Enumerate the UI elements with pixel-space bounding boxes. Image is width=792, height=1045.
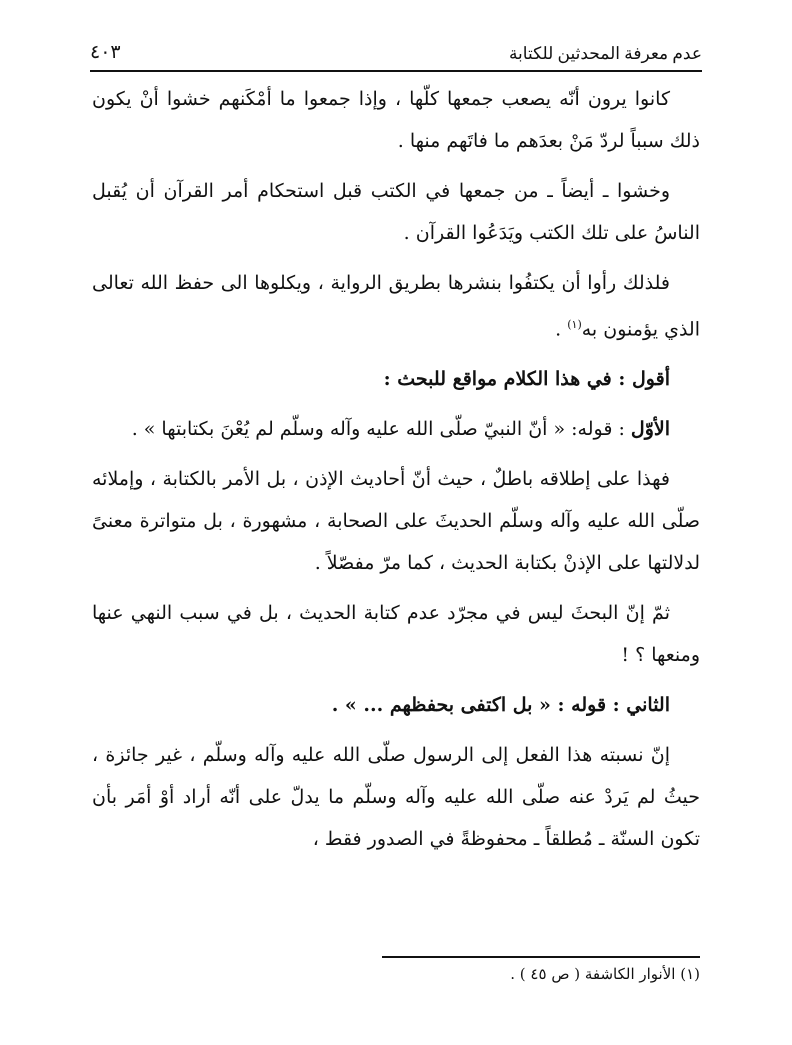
main-text: [92, 78, 700, 868]
paragraph-9: إنّ نسبته هذا الفعل إلى الرسول صلّى الله عليه وآله وسلّم ، غير جائزة ، حيثُ لم يَردْ عنه صلّى الله عليه وآله وسلّم ما يدلّ على أنّه أراد أوْ أمَر بأن تكون السنّة ـ مُطلقاً ـ محفوظةً في الصدور فقط ،: [92, 744, 700, 851]
paragraph-6: فهذا على إطلاقه باطلٌ ، حيث أنّ أحاديث الإذن ، بل الأمر بالكتابة ، وإملائه صلّى الله عليه وآله وسلّم الحديثَ على الصحابة ، مشهورة ، بل متواترة معنىً لدلالتها على الإذنْ بكتابة الحديث ، كما مرّ مفصّلاً .: [92, 468, 700, 575]
paragraph-3: [92, 262, 700, 350]
page-number: ٤٠٣: [90, 42, 121, 63]
paragraph-3-text: فلذلك رأوا أن يكتفُوا بنشرها بطريق الرواية ، ويكلوها الى حفظ الله تعالى الذي يؤمنون به: [92, 272, 700, 341]
point-second-label: الثاني: [626, 694, 670, 717]
point-first-text: : قوله: « أنّ النبيّ صلّى الله عليه وآله وسلّم لم يُعْنَ بكتابتها » .: [131, 418, 631, 441]
paragraph-7: ثمّ إنّ البحثَ ليس في مجرّد عدم كتابة الحديث ، بل في سبب النهي عنها ومنعها ؟ !: [92, 602, 700, 667]
paragraph-3-end: .: [555, 318, 568, 341]
paragraph-1: كانوا يرون أنّه يصعب جمعها كلّها ، وإذا جمعوا ما أمْكَنهم خشوا أنْ يكون ذلك سبباً لردّ مَنْ بعدَهم ما فاتَهم منها .: [92, 88, 700, 152]
running-header: [90, 28, 702, 72]
footnote-divider: [382, 956, 700, 958]
footnote: (١) الأنوار الكاشفة ( ص ٤٥ ) .: [510, 965, 700, 983]
paragraph-2: وخشوا ـ أيضاً ـ من جمعها في الكتب قبل استحكام أمر القرآن أن يُقبل الناسُ على تلك الكتب ويَدَعُوا القرآن .: [92, 180, 700, 244]
point-second-text: : قوله : « بل اكتفى بحفظهم ... » .: [331, 694, 627, 717]
footnote-ref: (١): [567, 318, 582, 331]
point-first: [92, 408, 700, 450]
point-second: [92, 684, 700, 726]
running-title: عدم معرفة المحدثين للكتابة: [508, 44, 702, 63]
section-heading: أقول : في هذا الكلام مواقع للبحث :: [383, 368, 670, 391]
point-first-label: الأوّل: [630, 418, 670, 441]
